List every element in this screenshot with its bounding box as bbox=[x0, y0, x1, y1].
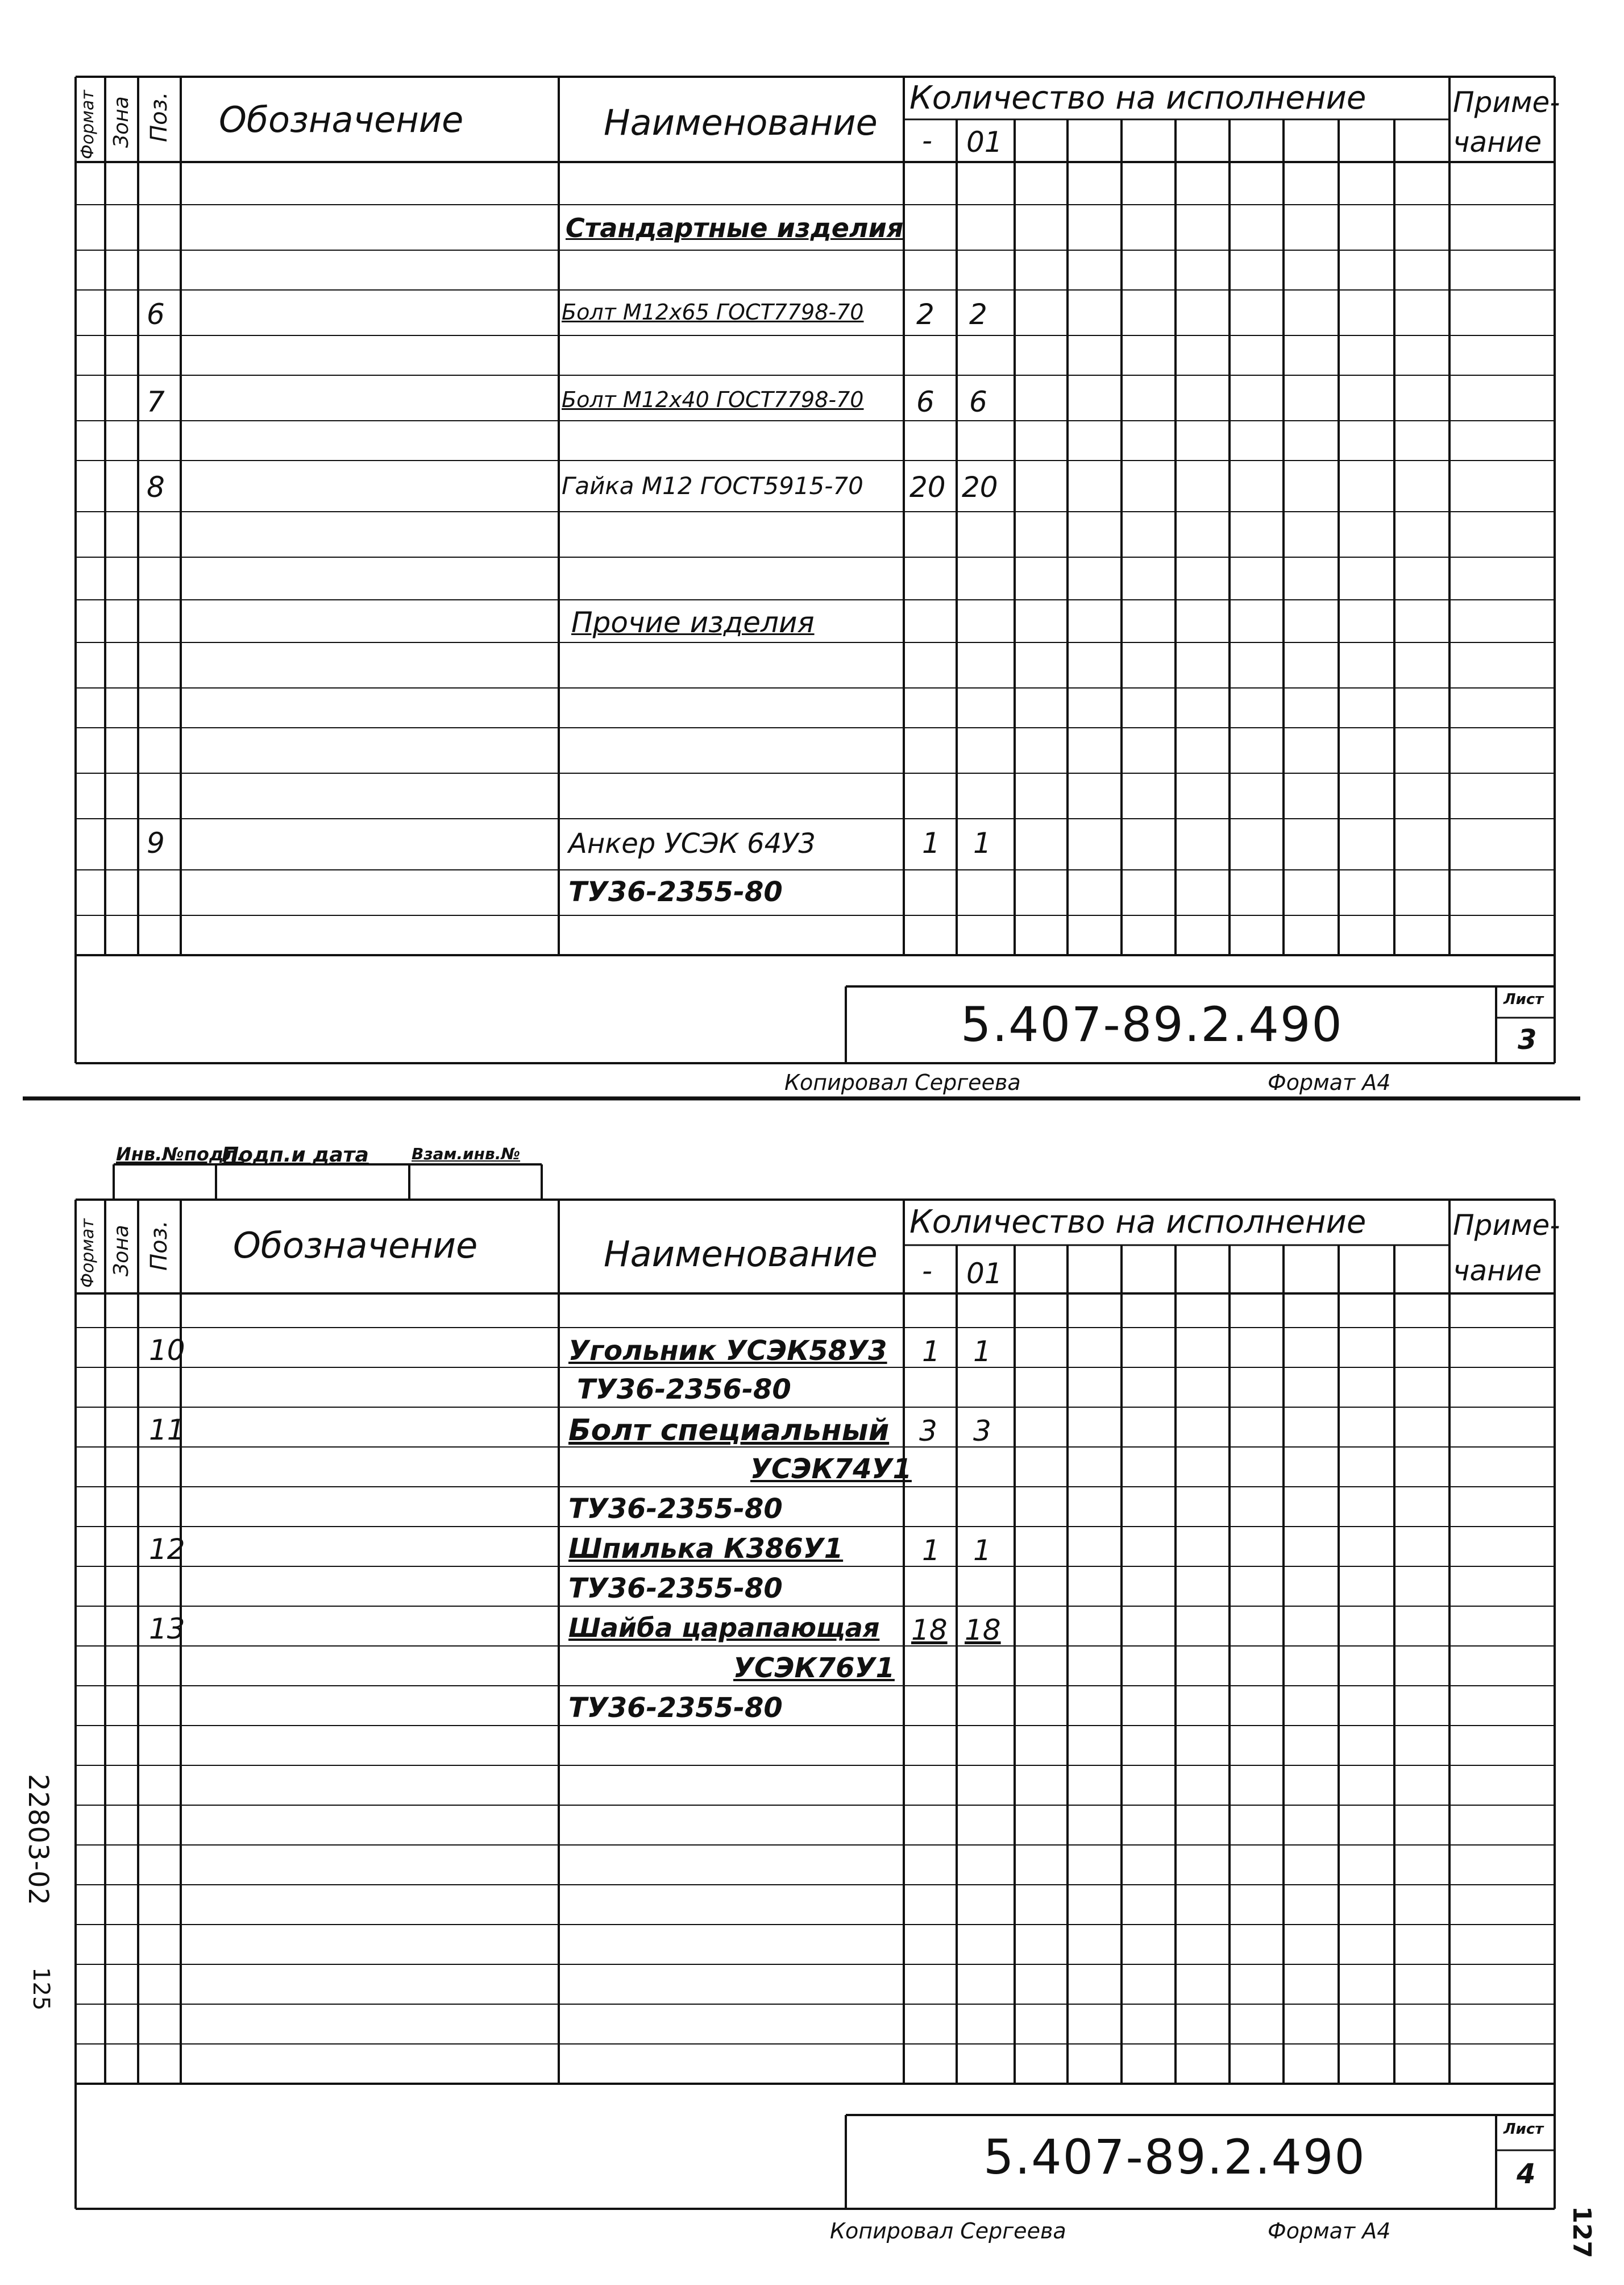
document-code: 5.407-89.2.490 bbox=[961, 997, 1343, 1052]
inventory-number-label: Инв.№подл. bbox=[116, 1143, 244, 1165]
format-col-header: Формат bbox=[78, 1218, 98, 1288]
sheet-number: 3 bbox=[1518, 1024, 1537, 1056]
row-pos: 8 bbox=[147, 471, 165, 504]
row-qty-01: 2 bbox=[969, 298, 987, 331]
pos-col-header: Поз. bbox=[146, 92, 172, 142]
row-pos: 6 bbox=[147, 298, 165, 331]
row-pos: 11 bbox=[149, 1413, 185, 1446]
row-name: ТУ36-2355-80 bbox=[568, 1573, 783, 1604]
row-qty-01: 6 bbox=[969, 385, 987, 418]
row-pos: 12 bbox=[149, 1533, 185, 1566]
designation-col-header: Обозначение bbox=[233, 1225, 478, 1266]
row-qty-base: 1 bbox=[922, 1534, 940, 1567]
zone-col-header: Зона bbox=[110, 96, 133, 148]
row-qty-base: 2 bbox=[916, 298, 934, 331]
row-name: Анкер УСЭК 64У3 bbox=[568, 828, 816, 860]
qty-variant-dash: - bbox=[922, 1254, 933, 1287]
row-name: УСЭК76У1 bbox=[733, 1652, 895, 1684]
row-name: ТУ36-2355-80 bbox=[568, 1493, 783, 1525]
row-name: Шпилька К386У1 bbox=[568, 1533, 844, 1565]
row-qty-01: 1 bbox=[973, 827, 991, 860]
sheet-label: Лист bbox=[1503, 991, 1544, 1008]
note-col-header-2: чание bbox=[1453, 1254, 1542, 1287]
pos-col-header: Поз. bbox=[146, 1220, 172, 1271]
row-qty-base: 18 bbox=[911, 1614, 948, 1647]
row-name: УСЭК74У1 bbox=[750, 1453, 912, 1485]
row-name: Болт М12х65 ГОСТ7798-70 bbox=[562, 300, 864, 325]
zone-col-header: Зона bbox=[110, 1225, 133, 1276]
row-name: ТУ36-2355-80 bbox=[568, 1692, 783, 1724]
row-qty-base: 3 bbox=[919, 1415, 937, 1448]
row-name: ТУ36-2356-80 bbox=[577, 1374, 791, 1405]
row-qty-01: 1 bbox=[973, 1335, 991, 1368]
qty-col-header: Количество на исполнение bbox=[909, 80, 1367, 117]
document-code: 5.407-89.2.490 bbox=[983, 2129, 1366, 2185]
copied-by: Копировал Сергеева bbox=[830, 2218, 1066, 2243]
note-col-header-1: Приме- bbox=[1453, 1209, 1560, 1242]
row-qty-base: 1 bbox=[922, 1335, 940, 1368]
row-name: Угольник УСЭК58У3 bbox=[568, 1335, 887, 1367]
row-qty-01: 1 bbox=[973, 1534, 991, 1567]
copied-by: Копировал Сергеева bbox=[784, 1070, 1021, 1095]
replacement-inventory-label: Взам.инв.№ bbox=[412, 1144, 521, 1163]
row-pos: 10 bbox=[149, 1334, 185, 1367]
qty-col-header: Количество на исполнение bbox=[909, 1204, 1367, 1241]
signature-date-label: Подп.и дата bbox=[222, 1143, 369, 1167]
row-qty-01: 20 bbox=[962, 471, 998, 504]
row-qty-base: 1 bbox=[922, 827, 940, 860]
name-col-header: Наименование bbox=[604, 1233, 878, 1275]
qty-variant-01: 01 bbox=[966, 126, 1003, 159]
page-number: 127 bbox=[1567, 2206, 1596, 2258]
format-col-header: Формат bbox=[78, 90, 98, 159]
row-qty-01: 18 bbox=[965, 1614, 1001, 1647]
paper-format: Формат А4 bbox=[1268, 1070, 1391, 1095]
row-name: Гайка М12 ГОСТ5915-70 bbox=[562, 472, 863, 500]
row-name: ТУ36-2355-80 bbox=[568, 876, 783, 908]
row-qty-base: 6 bbox=[916, 385, 934, 418]
row-qty-01: 3 bbox=[973, 1415, 991, 1448]
row-name: Шайба царапающая bbox=[568, 1612, 880, 1643]
stamp-grid bbox=[114, 1164, 542, 1200]
row-qty-base: 20 bbox=[909, 471, 946, 504]
note-col-header-1: Приме- bbox=[1453, 86, 1560, 119]
qty-variant-dash: - bbox=[922, 124, 933, 157]
sheet-number: 4 bbox=[1517, 2158, 1536, 2190]
row-pos: 9 bbox=[147, 827, 165, 860]
row-name: Болт специальный bbox=[568, 1413, 890, 1448]
name-col-header: Наименование bbox=[604, 102, 878, 143]
paper-format: Формат А4 bbox=[1268, 2218, 1391, 2243]
section-other-items: Прочие изделия bbox=[571, 606, 815, 639]
qty-variant-01: 01 bbox=[966, 1257, 1003, 1290]
row-pos: 13 bbox=[149, 1612, 185, 1645]
sheet-label: Лист bbox=[1503, 2121, 1544, 2138]
row-name: Болт М12х40 ГОСТ7798-70 bbox=[562, 387, 864, 412]
archive-number: 22803-02 bbox=[22, 1774, 54, 1906]
archive-page-number: 125 bbox=[28, 1967, 54, 2011]
section-standard-items: Стандартные изделия bbox=[566, 213, 904, 243]
designation-col-header: Обозначение bbox=[219, 99, 464, 140]
row-pos: 7 bbox=[147, 385, 165, 418]
note-col-header-2: чание bbox=[1453, 126, 1542, 159]
